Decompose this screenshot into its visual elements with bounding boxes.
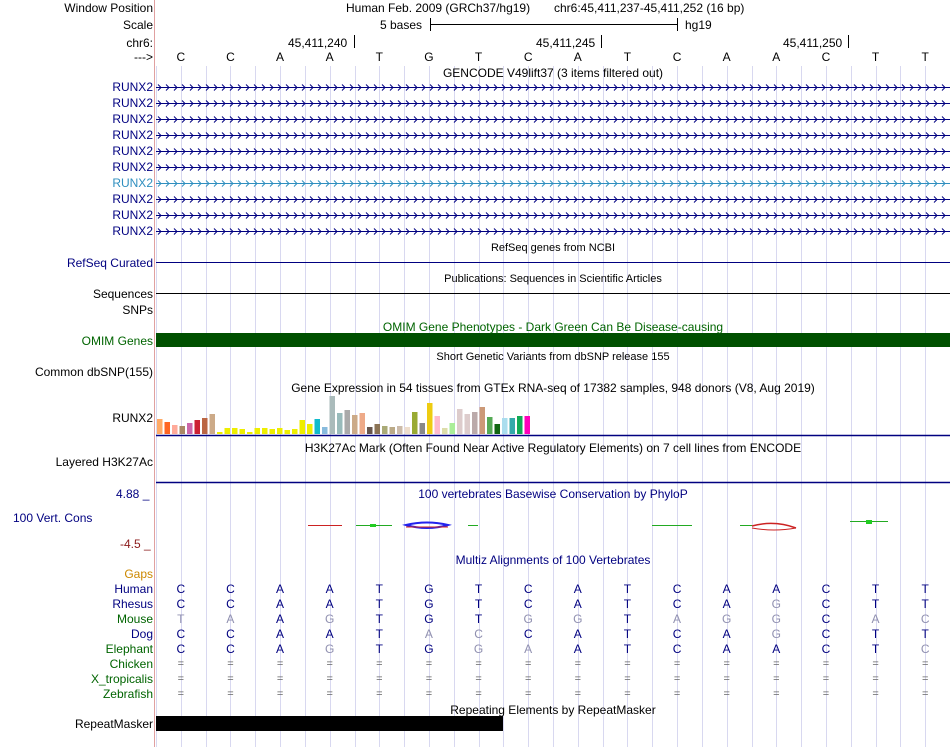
coord-tick-3: 45,411,250 — [783, 36, 843, 50]
multiz-base: A — [573, 582, 582, 596]
multiz-base: T — [623, 642, 632, 656]
gtex-tissue-bar[interactable] — [165, 422, 171, 434]
scale-bar — [430, 18, 678, 31]
sequence-base: T — [474, 50, 483, 64]
sequence-base: A — [772, 50, 781, 64]
gencode-transcript-label[interactable]: RUNX2 — [112, 96, 153, 110]
multiz-base: A — [325, 627, 334, 641]
multiz-base: = — [574, 658, 582, 670]
multiz-base: A — [276, 612, 285, 626]
multiz-base: = — [376, 688, 383, 700]
gencode-transcript-label[interactable]: RUNX2 — [112, 176, 153, 190]
multiz-base: = — [773, 658, 780, 670]
multiz-base: C — [523, 627, 533, 641]
gtex-tissue-bar[interactable] — [292, 429, 298, 434]
multiz-base: G — [473, 642, 484, 656]
sequence-base: A — [276, 50, 285, 64]
multiz-base: = — [524, 673, 532, 685]
gtex-tissue-bar[interactable] — [375, 424, 381, 434]
gtex-tissue-bar[interactable] — [322, 427, 328, 434]
multiz-base: = — [376, 673, 383, 685]
multiz-base: = — [276, 658, 284, 670]
sequence-base: C — [672, 50, 682, 64]
gtex-tissue-bar[interactable] — [510, 418, 516, 434]
gencode-transcript-label[interactable]: RUNX2 — [112, 144, 153, 158]
refseq-label[interactable]: RefSeq Curated — [66, 256, 153, 270]
multiz-base: = — [872, 658, 879, 670]
multiz-species-label[interactable]: Elephant — [105, 642, 153, 656]
multiz-base: = — [475, 673, 482, 685]
multiz-title[interactable]: Multiz Alignments of 100 Vertebrates — [455, 553, 651, 567]
multiz-base: C — [672, 582, 682, 596]
gencode-transcript-label[interactable]: RUNX2 — [112, 128, 153, 142]
gtex-tissue-bar[interactable] — [405, 427, 411, 434]
gtex-tissue-bar[interactable] — [360, 413, 366, 434]
gtex-tissue-bar[interactable] — [390, 427, 396, 434]
multiz-base: G — [325, 612, 335, 626]
gtex-tissue-bar[interactable] — [450, 423, 456, 434]
multiz-species-label[interactable]: Human — [114, 582, 153, 596]
multiz-base: = — [326, 688, 333, 700]
multiz-base: = — [276, 673, 284, 685]
multiz-base: A — [573, 597, 582, 611]
refseq-title[interactable]: RefSeq genes from NCBI — [490, 242, 616, 254]
phylop-min-label: -4.5 _ — [120, 537, 151, 551]
multiz-base: G — [771, 627, 781, 641]
gencode-transcript-label[interactable]: RUNX2 — [112, 208, 153, 222]
omim-gene-bar[interactable] — [156, 333, 950, 347]
gtex-tissue-bar[interactable] — [255, 428, 261, 434]
multiz-base: T — [623, 627, 632, 641]
dbsnp-label[interactable]: Common dbSNP(155) — [34, 365, 153, 379]
multiz-base: = — [276, 688, 284, 700]
multiz-base: C — [821, 642, 831, 656]
multiz-base: G — [771, 597, 781, 611]
multiz-base: = — [227, 673, 234, 685]
sequence-base: T — [921, 50, 929, 64]
multiz-base: A — [772, 582, 781, 596]
multiz-base: = — [723, 688, 730, 700]
multiz-base: = — [574, 688, 582, 700]
sequence-base: C — [821, 50, 831, 64]
multiz-base: A — [573, 642, 582, 656]
multiz-base: G — [771, 612, 781, 626]
multiz-base: T — [623, 612, 632, 626]
window-position-label: Window Position — [64, 1, 153, 15]
gtex-tissue-bar[interactable] — [307, 424, 313, 434]
multiz-base: = — [475, 658, 482, 670]
multiz-base: A — [772, 642, 781, 656]
multiz-base: C — [821, 582, 831, 596]
sequence-base: G — [424, 50, 434, 64]
gtex-tissue-bar[interactable] — [352, 415, 358, 434]
gtex-tissue-bar[interactable] — [285, 430, 291, 434]
multiz-base: T — [921, 582, 929, 596]
gtex-tissue-bar[interactable] — [232, 428, 238, 434]
multiz-base: T — [375, 627, 383, 641]
multiz-base: A — [424, 627, 433, 641]
multiz-base: = — [475, 688, 482, 700]
multiz-base: = — [673, 658, 681, 670]
snps-label[interactable]: SNPs — [122, 303, 153, 317]
multiz-base: = — [177, 688, 185, 700]
sequence-base: C — [226, 50, 235, 64]
assembly-name: Human Feb. 2009 (GRCh37/hg19) — [346, 1, 531, 15]
multiz-base: C — [523, 582, 533, 596]
multiz-species-label[interactable]: Rhesus — [112, 597, 153, 611]
coordinate-ticks — [355, 35, 849, 48]
multiz-base: = — [425, 658, 433, 670]
multiz-base: = — [177, 658, 185, 670]
multiz-species-label[interactable]: Chicken — [109, 657, 153, 671]
multiz-base: A — [871, 612, 880, 626]
gtex-gene-label[interactable]: RUNX2 — [112, 411, 153, 425]
multiz-base: C — [821, 627, 831, 641]
multiz-base: G — [573, 612, 583, 626]
multiz-base: G — [424, 612, 434, 626]
multiz-base: A — [325, 582, 334, 596]
sequence-base: A — [573, 50, 582, 64]
multiz-base: T — [474, 582, 483, 596]
multiz-base: = — [723, 658, 730, 670]
gtex-tissue-bar[interactable] — [262, 428, 268, 434]
gtex-tissue-bar[interactable] — [427, 403, 433, 434]
multiz-base: T — [921, 627, 929, 641]
multiz-base: T — [871, 627, 880, 641]
gtex-tissue-bar[interactable] — [240, 429, 246, 434]
sequence-base: C — [523, 50, 533, 64]
multiz-base: = — [624, 673, 631, 685]
multiz-base: = — [673, 688, 681, 700]
gtex-tissue-bar[interactable] — [457, 409, 463, 434]
gtex-tissue-bar[interactable] — [487, 417, 493, 434]
multiz-base: T — [921, 597, 929, 611]
publications-title[interactable]: Publications: Sequences in Scientific Articles — [444, 273, 662, 285]
gtex-tissue-bar[interactable] — [525, 416, 531, 434]
gtex-tissue-bar[interactable] — [180, 426, 186, 434]
multiz-base: T — [474, 597, 483, 611]
multiz-base: G — [424, 582, 434, 596]
multiz-base: T — [871, 642, 880, 656]
multiz-base: = — [673, 673, 681, 685]
multiz-base: = — [872, 688, 879, 700]
multiz-base: C — [226, 582, 235, 596]
multiz-base: = — [723, 673, 730, 685]
multiz-base: G — [523, 612, 533, 626]
multiz-base: = — [326, 673, 333, 685]
gencode-title[interactable]: GENCODE V49lift37 (3 items filtered out) — [442, 66, 664, 80]
gtex-tissue-bar[interactable] — [495, 424, 501, 434]
multiz-base: = — [376, 658, 383, 670]
multiz-base: C — [226, 627, 235, 641]
gencode-transcript-label[interactable]: RUNX2 — [112, 192, 153, 206]
multiz-base: = — [773, 673, 780, 685]
multiz-base: A — [524, 642, 533, 656]
gtex-title[interactable]: Gene Expression in 54 tissues from GTEx RNA-seq of 17382 samples, 948 donors (V8, Aug 2019) — [291, 381, 815, 395]
omim-title[interactable]: OMIM Gene Phenotypes - Dark Green Can Be Disease-causing — [382, 320, 724, 334]
gtex-tissue-bar[interactable] — [345, 410, 351, 434]
multiz-base: T — [375, 642, 383, 656]
gtex-tissue-bar[interactable] — [442, 428, 448, 434]
multiz-base: = — [425, 673, 433, 685]
gencode-transcript-label[interactable]: RUNX2 — [112, 224, 153, 238]
multiz-gaps-label[interactable]: Gaps — [124, 567, 153, 581]
multiz-base: A — [276, 642, 285, 656]
scale-text: 5 bases — [380, 18, 423, 32]
sequence-base: A — [722, 50, 731, 64]
scale-db: hg19 — [685, 18, 712, 32]
gencode-transcript-label[interactable]: RUNX2 — [112, 160, 153, 174]
multiz-base: = — [624, 688, 631, 700]
gtex-tissue-bar[interactable] — [472, 412, 478, 434]
multiz-base: = — [524, 688, 532, 700]
position-range: chr6:45,411,237-45,411,252 (16 bp) — [554, 1, 745, 15]
gtex-tissue-bar[interactable] — [420, 423, 426, 434]
multiz-species-label[interactable]: Mouse — [116, 612, 153, 626]
multiz-base: G — [424, 642, 434, 656]
multiz-base: A — [722, 597, 731, 611]
sequence-base: T — [623, 50, 632, 64]
h3k27ac-title[interactable]: H3K27Ac Mark (Often Found Near Active Regulatory Elements) on 7 cell lines from ENCODE — [304, 441, 802, 455]
gtex-tissue-bar[interactable] — [270, 429, 276, 434]
h3k27ac-label[interactable]: Layered H3K27Ac — [55, 455, 153, 469]
phylop-label[interactable]: 100 Vert. Cons — [13, 511, 93, 525]
gtex-tissue-bar[interactable] — [517, 416, 523, 434]
gtex-tissue-bar[interactable] — [337, 413, 343, 434]
gtex-tissue-bar[interactable] — [435, 416, 441, 434]
multiz-base: C — [176, 642, 186, 656]
multiz-base: = — [773, 688, 780, 700]
multiz-base: A — [722, 627, 731, 641]
multiz-base: = — [822, 658, 830, 670]
multiz-base: A — [325, 597, 334, 611]
dbsnp-title[interactable]: Short Genetic Variants from dbSNP release 155 — [436, 351, 670, 363]
gtex-tissue-bar[interactable] — [367, 427, 373, 434]
strand-label: ---> — [134, 50, 153, 64]
gtex-tissue-bar[interactable] — [277, 428, 283, 434]
multiz-base: = — [425, 688, 433, 700]
gtex-tissue-bar[interactable] — [397, 426, 403, 434]
multiz-base: A — [573, 627, 582, 641]
gtex-tissue-bar[interactable] — [330, 396, 336, 434]
multiz-species-label[interactable]: Zebrafish — [102, 687, 153, 701]
gtex-tissue-bar[interactable] — [247, 432, 253, 434]
gtex-tissue-bar[interactable] — [210, 414, 216, 434]
gtex-tissue-bar[interactable] — [300, 420, 306, 434]
multiz-base: = — [921, 658, 929, 670]
coord-tick-2: 45,411,245 — [536, 36, 596, 50]
gtex-tissue-bar[interactable] — [315, 419, 321, 434]
chrom-label: chr6: — [126, 36, 153, 50]
multiz-base: = — [227, 658, 234, 670]
multiz-base: C — [821, 597, 831, 611]
gtex-bar-chart[interactable] — [157, 396, 530, 434]
sequence-base: C — [176, 50, 186, 64]
sequence-base: T — [375, 50, 383, 64]
multiz-base: T — [871, 597, 880, 611]
multiz-base: A — [276, 582, 285, 596]
multiz-base: C — [176, 582, 186, 596]
gtex-tissue-bar[interactable] — [217, 432, 223, 434]
multiz-base: C — [176, 627, 186, 641]
multiz-base: = — [822, 688, 830, 700]
multiz-base: A — [673, 612, 682, 626]
multiz-base: T — [375, 582, 383, 596]
multiz-base: = — [822, 673, 830, 685]
multiz-base: G — [722, 612, 732, 626]
gencode-transcript-label[interactable]: RUNX2 — [112, 112, 153, 126]
multiz-base: T — [474, 612, 483, 626]
multiz-base: = — [624, 658, 631, 670]
repeatmasker-title[interactable]: Repeating Elements by RepeatMasker — [450, 703, 656, 717]
gtex-tissue-bar[interactable] — [412, 412, 418, 434]
coord-tick-1: 45,411,240 — [288, 36, 348, 50]
multiz-base: C — [672, 642, 682, 656]
multiz-base: T — [375, 597, 383, 611]
multiz-base: C — [821, 612, 831, 626]
multiz-base: A — [722, 642, 731, 656]
multiz-base: = — [921, 673, 929, 685]
multiz-base: C — [523, 597, 533, 611]
gtex-tissue-bar[interactable] — [157, 419, 163, 434]
multiz-species-label[interactable]: Dog — [130, 627, 153, 641]
multiz-base: T — [177, 612, 185, 626]
multiz-base: A — [276, 597, 285, 611]
multiz-base: A — [276, 627, 285, 641]
multiz-base: T — [623, 597, 632, 611]
multiz-base: C — [672, 627, 682, 641]
gtex-tissue-bar[interactable] — [480, 407, 486, 434]
repeatmasker-label[interactable]: RepeatMasker — [74, 717, 153, 731]
phylop-max-label: 4.88 _ — [116, 487, 150, 501]
gtex-tissue-bar[interactable] — [187, 423, 193, 434]
multiz-species-label[interactable]: X_tropicalis — [90, 672, 153, 686]
gtex-tissue-bar[interactable] — [195, 420, 201, 434]
omim-label[interactable]: OMIM Genes — [81, 334, 153, 348]
multiz-base: = — [921, 688, 929, 700]
multiz-base: G — [325, 642, 335, 656]
sequence-base: A — [325, 50, 334, 64]
multiz-base: A — [722, 582, 731, 596]
multiz-base: = — [177, 673, 185, 685]
multiz-base: T — [375, 612, 383, 626]
multiz-base: = — [227, 688, 234, 700]
multiz-base: C — [672, 597, 682, 611]
repeatmasker-element[interactable] — [156, 716, 503, 731]
gencode-transcript-label[interactable]: RUNX2 — [112, 80, 153, 94]
gtex-tissue-bar[interactable] — [382, 426, 388, 434]
multiz-base: = — [872, 673, 879, 685]
multiz-base: C — [920, 612, 930, 626]
phylop-title[interactable]: 100 vertebrates Basewise Conservation by PhyloP — [418, 487, 688, 501]
multiz-base: = — [574, 673, 582, 685]
multiz-base: C — [920, 642, 930, 656]
multiz-base: T — [623, 582, 632, 596]
multiz-base: = — [326, 658, 333, 670]
gtex-tissue-bar[interactable] — [225, 428, 231, 434]
multiz-base: G — [424, 597, 434, 611]
multiz-base: C — [226, 597, 235, 611]
multiz-base: C — [474, 627, 483, 641]
sequence-base: T — [871, 50, 880, 64]
sequences-label[interactable]: Sequences — [92, 287, 153, 301]
gtex-tissue-bar[interactable] — [465, 414, 471, 434]
multiz-base: A — [226, 612, 235, 626]
gtex-tissue-bar[interactable] — [502, 418, 508, 434]
multiz-base: C — [176, 597, 186, 611]
gtex-tissue-bar[interactable] — [202, 418, 208, 434]
gtex-tissue-bar[interactable] — [172, 425, 178, 434]
scale-label: Scale — [122, 18, 153, 32]
multiz-base: C — [226, 642, 235, 656]
multiz-base: T — [871, 582, 880, 596]
multiz-base: = — [524, 658, 532, 670]
